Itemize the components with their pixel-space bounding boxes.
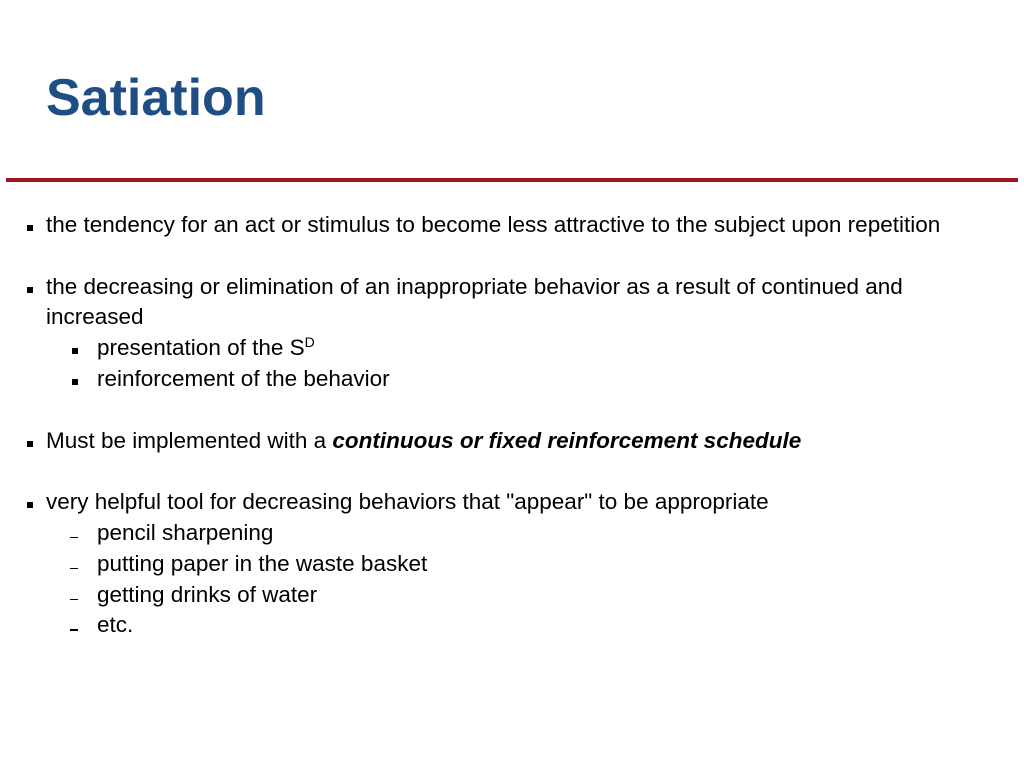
bullet-item-helpful-tool (0, 487, 976, 518)
dash-bullet-icon (70, 568, 78, 570)
dash-bullet-icon (70, 537, 78, 539)
sub-bullet-text: putting paper in the waste basket (97, 550, 428, 576)
bullet-text: very helpful tool for decreasing behaviors that "appear" to be appropriate (46, 489, 769, 515)
square-bullet-icon (27, 441, 33, 447)
bullet-text: the decreasing or elimination of an inappropriate behavior as a result of continued and increased (46, 273, 903, 330)
bullet-list (0, 210, 1024, 641)
sub-bullet-item-etc (0, 610, 977, 641)
sub-bullet-text: pencil sharpening (97, 519, 274, 545)
bullet-item-tendency (0, 210, 976, 241)
sub-bullet-item-waste-basket (0, 549, 977, 580)
superscript-d: D (304, 334, 315, 351)
sub-bullet-text: etc. (97, 612, 134, 638)
sub-bullet-text: presentation of the S (97, 335, 305, 361)
emphasized-text: continuous or fixed reinforcement schedule (332, 427, 802, 453)
square-bullet-icon (27, 287, 33, 293)
bullet-text: the tendency for an act or stimulus to become less attractive to the subject upon repetition (46, 212, 941, 237)
dash-bullet-icon (70, 629, 78, 631)
sub-bullet-item-reinforcement (0, 364, 977, 395)
square-bullet-icon (27, 502, 33, 508)
bullet-text: Must be implemented with a (46, 427, 333, 453)
square-bullet-icon (72, 348, 78, 354)
bullet-item-implementation (0, 426, 976, 457)
square-bullet-icon (27, 225, 33, 231)
sub-bullet-text: getting drinks of water (97, 581, 318, 607)
dash-bullet-icon (70, 599, 78, 601)
square-bullet-icon (72, 379, 78, 385)
sub-bullet-item-pencil (0, 518, 977, 549)
sub-bullet-item-presentation (0, 333, 977, 364)
sub-bullet-text: reinforcement of the behavior (97, 365, 390, 391)
sub-bullet-item-drinks (0, 580, 977, 611)
title-divider (6, 178, 1018, 182)
slide-title: Satiation (46, 69, 266, 127)
bullet-item-decreasing (0, 272, 976, 334)
